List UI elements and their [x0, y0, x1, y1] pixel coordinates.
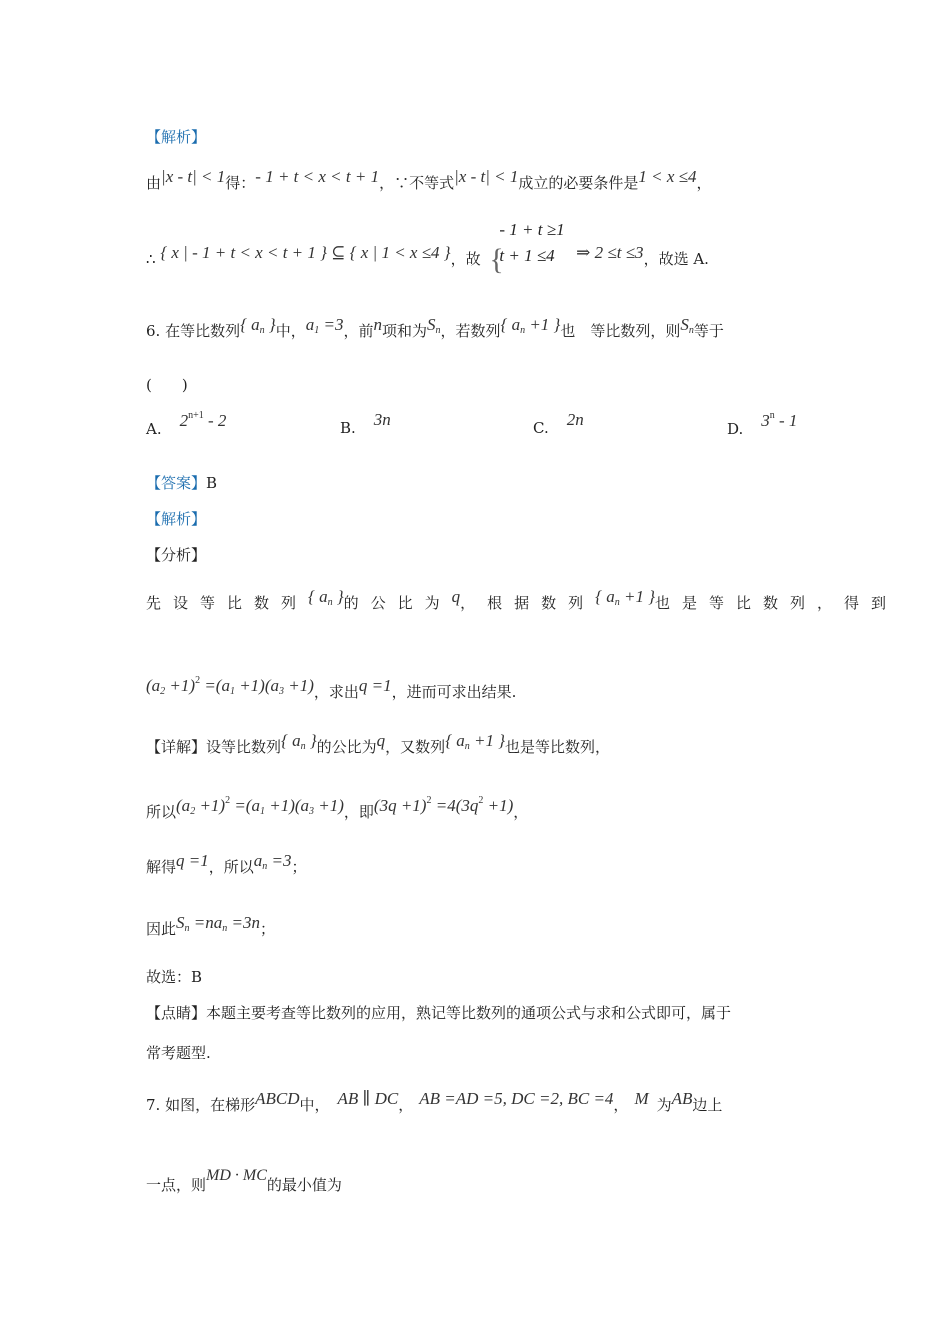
q6-option-a: A. $2^{n+1} - 2$: [146, 410, 227, 438]
q6-option-b: B. 3n: [340, 410, 391, 437]
detail-line-3: 解得q =1，所以$a_n =3$；: [146, 851, 307, 876]
p5-line-2: ∴ { x | - 1 + t < x < t + 1 } ⊆ { x | 1 < x ≤4 }，故 { - 1 + t ≥1 t + 1 ≤4 ⇒ 2 ≤t ≤3，故选 A.: [146, 220, 709, 276]
q6-paren: ( ): [146, 376, 188, 394]
remark-line-1: 【点睛】本题主要考查等比数列的应用，熟记等比数列的通项公式与求和公式即可，属于: [146, 1004, 732, 1022]
q6-option-c: C. 2n: [533, 410, 584, 437]
q7-line-1: 7. 如图，在梯形ABCD中， AB ∥ DC， AB =AD =5, DC =2, BC =4， M 为AB边上: [146, 1089, 723, 1114]
q6-option-d: D. 3$^n$ - 1: [727, 410, 798, 438]
jiexi-label-2: 【解析】: [146, 510, 207, 528]
analysis-line-1: 先设等比数列{ $a_n$ }的公比为q，根据数列{ $a_n +1$ }也是等比数列，得到: [146, 587, 899, 612]
detail-line-5: 故选：B: [146, 968, 203, 986]
q7-line-2: 一点，则MD · MC的最小值为: [146, 1167, 342, 1194]
inequality-system: { - 1 + t ≥1 t + 1 ≤4: [489, 220, 565, 276]
remark-line-2: 常考题型.: [146, 1044, 211, 1062]
p5-line-1: 由|x - t| < 1得：- 1 + t < x < t + 1，∵不等式|x - t| < 1成立的必要条件是1 < x ≤4，: [146, 167, 712, 192]
analysis-line-2: $(a_2 +1)^2 =(a_1 +1)(a_3 +1)$，求出q =1，进而可求出结果.: [146, 675, 517, 701]
q6-stem: 6. 在等比数列{ $a_n$ }中，$a_1 =3$，前n项和为$S_n$，若数列{ $a_n +1$ }也 等比数列，则$S_n$等于: [146, 315, 724, 340]
q6-answer: 【答案】B: [146, 474, 218, 492]
detail-line-2: 所以$(a_2 +1)^2 =(a_1 +1)(a_3 +1)$，即$(3q +1)^2 =4(3q^2 +1)$，: [146, 795, 529, 821]
detail-line-1: 【详解】设等比数列{ $a_n$ }的公比为q，又数列{ $a_n +1$ }也是等比数列，: [146, 731, 611, 756]
detail-line-4: 因此$S_n =na_n =3n$；: [146, 913, 275, 938]
fenxi-label: 【分析】: [146, 546, 207, 564]
jiexi-label-1: 【解析】: [146, 128, 207, 146]
